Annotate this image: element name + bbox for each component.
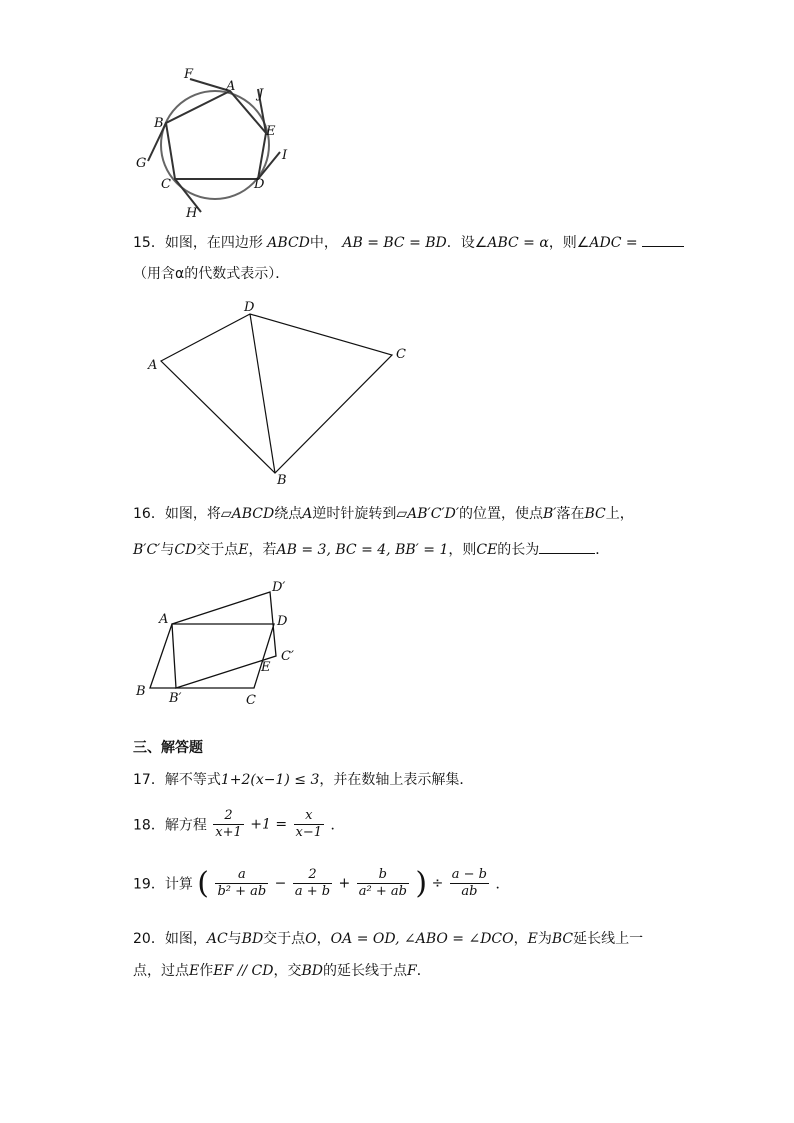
label-C: C (246, 693, 256, 708)
label-B: B (277, 473, 287, 488)
label-G: G (136, 156, 147, 171)
q15-line1: 15．如图，在四边形 ABCD中， AB = BC = BD．设∠ABC = α，则∠ADC = (133, 232, 684, 253)
label-E: E (266, 124, 276, 139)
label-A: A (159, 612, 169, 627)
parallelogram-rotation-figure (130, 575, 305, 715)
q19: 19．计算 ( $\frac{a}{\text{b² + ab}}$ − $\frac{2}{a + b}$ + $\frac{b}{\text{a² + ab}}$ ) ÷ $\frac{a - b}{ab}$ ． (133, 866, 510, 901)
answer-blank (642, 232, 684, 247)
fraction: $\frac{2}{x+1}$ (215, 808, 242, 840)
label-Bprime: B′ (169, 691, 182, 706)
label-Cprime: C′ (281, 649, 294, 664)
left-paren: ( (197, 866, 209, 901)
label-D: D (277, 614, 288, 629)
q16-line2: B′C′与CD交于点E，若AB = 3, BC = 4, BB′ = 1，则CE的长为 ． (133, 539, 609, 560)
label-B: B (154, 116, 164, 131)
parallelogram-ABCD (150, 624, 274, 688)
fraction: $\frac{b}{\text{a² + ab}}$ (358, 867, 407, 899)
q17: 17．解不等式1+2(x−1) ≤ 3，并在数轴上表示解集． (133, 772, 474, 788)
label-A: A (148, 358, 158, 373)
label-C: C (161, 177, 171, 192)
label-I: I (282, 148, 288, 163)
q20-line2: 点，过点E作EF // CD，交BD的延长线于点F． (133, 963, 431, 979)
fraction: $\frac{a - b}{ab}$ (451, 867, 487, 899)
q16-line1: 16．如图，将▱ABCD绕点A逆时针旋转到▱AB′C′D′的位置，使点B′落在BC上， (133, 506, 634, 522)
label-H: H (186, 206, 198, 221)
label-J: J (258, 87, 264, 102)
label-Dprime: D′ (272, 580, 286, 595)
q15-line2: （用含α的代数式表示）． (133, 266, 290, 282)
fraction: $\frac{a}{\text{b² + ab}}$ (217, 867, 267, 899)
section-heading: 三、解答题 (133, 740, 203, 756)
q18: 18．解方程 $\frac{2}{x+1}$ +1 = $\frac{x}{x-1}$ ． (133, 808, 345, 840)
fraction: $\frac{x}{x-1}$ (295, 808, 323, 840)
fraction: $\frac{2}{a + b}$ (294, 867, 331, 899)
label-D: D (254, 177, 265, 192)
label-A: A (226, 79, 236, 94)
diagonal-BD (250, 314, 275, 473)
label-D: D (244, 300, 255, 315)
q20-line1: 20．如图，AC与BD交于点O，OA = OD, ∠ABO = ∠DCO，E为BC延长线上一 (133, 931, 644, 947)
label-C: C (396, 347, 406, 362)
answer-blank (539, 539, 595, 554)
label-F: F (184, 67, 194, 82)
label-E: E (261, 660, 271, 675)
right-paren: ) (415, 866, 428, 901)
label-B: B (136, 684, 146, 699)
pentagon-circle-figure (130, 66, 300, 221)
quadrilateral-ABCD (161, 314, 392, 473)
quadrilateral-ABCD-figure (140, 298, 420, 488)
extension-AF (190, 79, 230, 91)
